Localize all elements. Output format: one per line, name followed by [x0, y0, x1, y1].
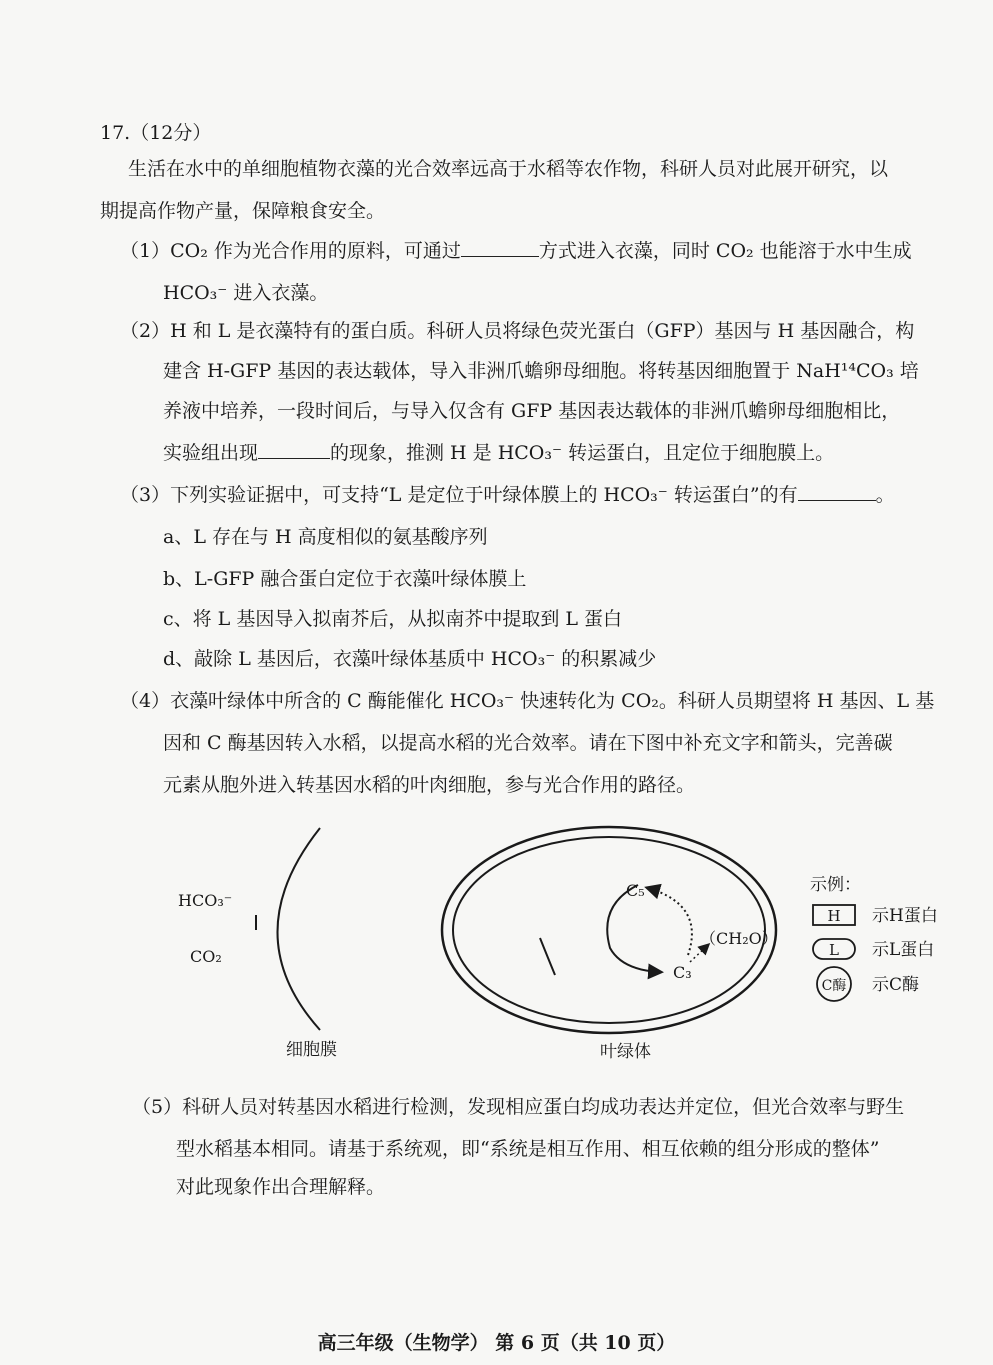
c3-label: C₃: [673, 963, 692, 982]
cell-membrane-curve: [278, 828, 321, 1030]
part2-text-b: 的现象，推测 H 是 HCO₃⁻ 转运蛋白，且定位于细胞膜上。: [330, 442, 835, 464]
part2-line-2: 建含 H-GFP 基因的表达载体，导入非洲爪蟾卵母细胞。将转基因细胞置于 NaH¹⁴CO₃ 培: [163, 360, 919, 382]
stray-stroke: [540, 938, 555, 975]
page-footer: 高三年级（生物学） 第 6 页（共 10 页）: [317, 1332, 676, 1354]
legend-h-text: 示H蛋白: [872, 906, 938, 926]
part4-line-3: 元素从胞外进入转基因水稻的叶肉细胞，参与光合作用的路径。: [163, 774, 696, 796]
part2-text-a: 实验组出现: [163, 442, 259, 464]
legend-c-letter: C酶: [821, 978, 847, 994]
part3-text-a: （3）下列实验证据中，可支持“L 是定位于叶绿体膜上的 HCO₃⁻ 转运蛋白”的有: [120, 484, 798, 506]
chloroplast-label: 叶绿体: [600, 1042, 651, 1062]
legend-h-letter: H: [827, 907, 841, 925]
part1-line-2: HCO₃⁻ 进入衣藻。: [163, 282, 329, 304]
part1-text-a: （1）CO₂ 作为光合作用的原料，可通过: [120, 240, 461, 262]
part1-text-b: 方式进入衣藻，同时 CO₂ 也能溶于水中生成: [538, 240, 912, 262]
intro-line-1: 生活在水中的单细胞植物衣藻的光合效率远高于水稻等农作物，科研人员对此展开研究，以: [128, 158, 889, 180]
part2-line-3: 养液中培养，一段时间后，与导入仅含有 GFP 基因表达载体的非洲爪蟾卵母细胞相比，: [163, 400, 901, 422]
part3-text-b: 。: [875, 484, 895, 506]
option-a: a、L 存在与 H 高度相似的氨基酸序列: [163, 526, 488, 548]
option-d: d、敲除 L 基因后，衣藻叶绿体基质中 HCO₃⁻ 的积累减少: [163, 648, 657, 670]
part5-line-1: （5）科研人员对转基因水稻进行检测，发现相应蛋白均成功表达并定位，但光合效率与野生: [132, 1096, 905, 1118]
legend-c-text: 示C酶: [872, 975, 920, 995]
question-points: （12分）: [130, 122, 212, 144]
hco3-label: HCO₃⁻: [178, 891, 233, 910]
intro-line-2: 期提高作物产量，保障粮食安全。: [100, 200, 386, 222]
part5-line-2: 型水稻基本相同。请基于系统观，即“系统是相互作用、相互依赖的组分形成的整体”: [176, 1138, 880, 1160]
part4-line-2: 因和 C 酶基因转入水稻，以提高水稻的光合效率。请在下图中补充文字和箭头，完善碳: [163, 732, 893, 754]
cell-membrane-label: 细胞膜: [286, 1040, 337, 1060]
option-b: b、L-GFP 融合蛋白定位于衣藻叶绿体膜上: [163, 568, 527, 590]
part5-line-3: 对此现象作出合理解释。: [176, 1176, 386, 1198]
legend-title: 示例：: [810, 875, 861, 895]
legend-l-letter: L: [829, 941, 839, 959]
co2-label: CO₂: [190, 947, 222, 966]
question-number: 17.: [100, 122, 131, 144]
ch2o-label: （CH₂O）: [700, 929, 778, 948]
part2-line-1: （2）H 和 L 是衣藻特有的蛋白质。科研人员将绿色荧光蛋白（GFP）基因与 H 基因融合，构: [120, 320, 915, 342]
option-c: c、将 L 基因导入拟南芥后，从拟南芥中提取到 L 蛋白: [163, 608, 623, 630]
c5-label: C₅: [626, 881, 645, 900]
cycle-arc-dotted: [648, 888, 692, 955]
part4-line-1: （4）衣藻叶绿体中所含的 C 酶能催化 HCO₃⁻ 快速转化为 CO₂。科研人员期望将 H 基因、L 基: [120, 690, 935, 712]
legend-l-text: 示L蛋白: [872, 940, 935, 960]
